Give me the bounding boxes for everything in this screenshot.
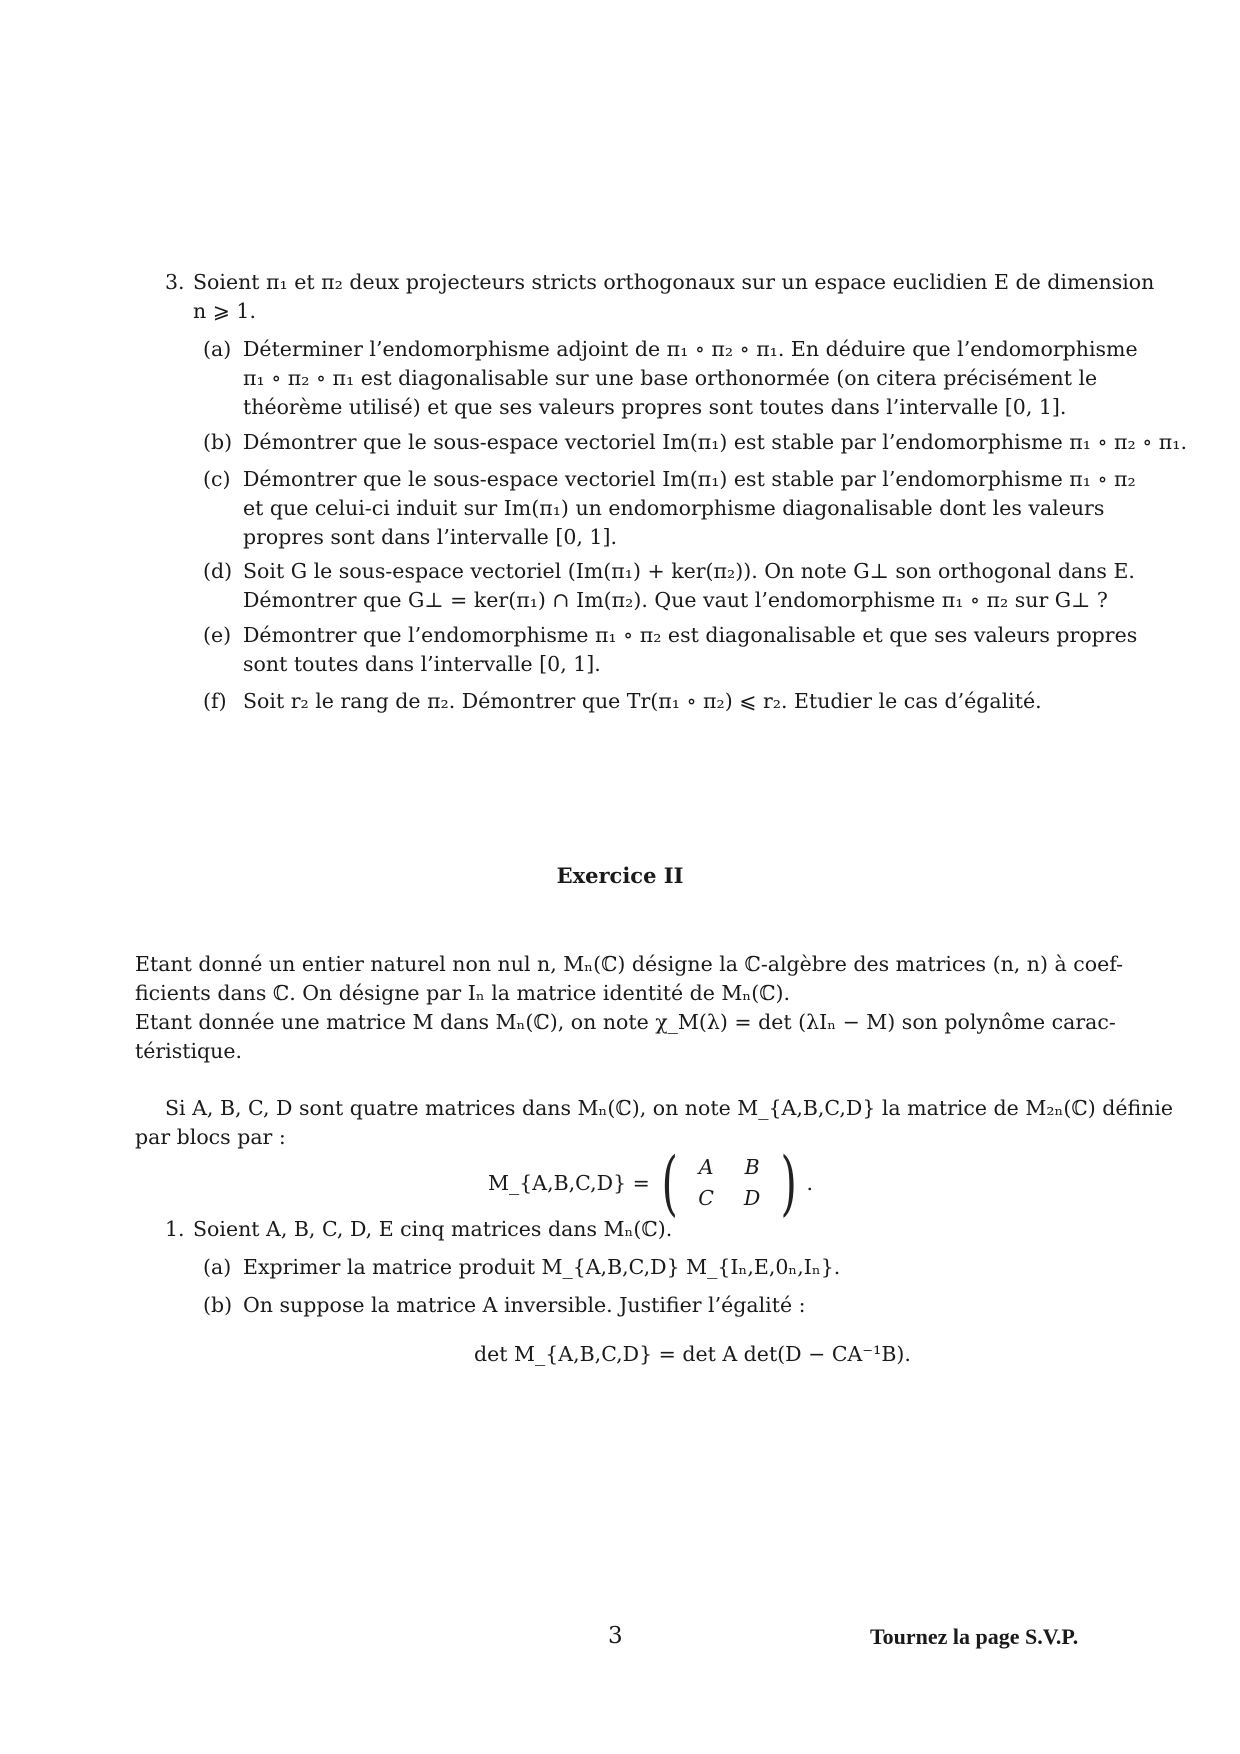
text-line: Soit G le sous-espace vectoriel (Im(π₁) + ker(π₂)). On note G⊥ son orthogonal dans E. <box>243 559 1135 583</box>
page-number: 3 <box>608 1623 623 1649</box>
item-label: (b) <box>203 1293 233 1317</box>
block-matrix-definition <box>488 1142 813 1224</box>
right-paren-icon: ) <box>780 1142 797 1224</box>
text-line: Démontrer que le sous-espace vectoriel Im(π₁) est stable par l’endomorphisme π₁ ∘ π₂ <box>243 467 1136 491</box>
item-label: (a) <box>203 337 232 361</box>
item-a-text <box>243 335 1138 422</box>
item-d-text <box>243 557 1135 615</box>
text-line: théorème utilisé) et que ses valeurs propres sont toutes dans l’intervalle [0, 1]. <box>243 395 1067 419</box>
text-line: Etant donnée une matrice M dans Mₙ(ℂ), on note χ_M(λ) = det (λIₙ − M) son polynôme carac- <box>135 1010 1116 1034</box>
matrix-lhs: M_{A,B,C,D} = <box>488 1170 650 1195</box>
section-title: Exercice II <box>556 863 684 888</box>
question-number: 1. <box>165 1217 185 1241</box>
intro-paragraph <box>135 950 1124 1066</box>
matrix-cell: B <box>744 1155 760 1179</box>
text-line: téristique. <box>135 1039 243 1063</box>
matrix-cell: C <box>698 1186 714 1210</box>
text-line: Démontrer que l’endomorphisme π₁ ∘ π₂ est diagonalisable et que ses valeurs propres <box>243 623 1138 647</box>
text-line: et que celui-ci induit sur Im(π₁) un endomorphisme diagonalisable dont les valeurs <box>243 496 1105 520</box>
matrix-cell: A <box>698 1155 714 1179</box>
item-b-text: On suppose la matrice A inversible. Justifier l’égalité : <box>243 1293 806 1317</box>
item-c-text <box>243 465 1136 552</box>
left-paren-icon: ( <box>661 1142 678 1224</box>
matrix-period: . <box>806 1170 813 1195</box>
item-label: (f) <box>203 689 227 713</box>
item-label: (a) <box>203 1255 232 1279</box>
question-number: 3. <box>165 270 185 294</box>
question-intro-line: n ⩾ 1. <box>193 299 256 323</box>
item-b-text: Démontrer que le sous-espace vectoriel Im(π₁) est stable par l’endomorphisme π₁ ∘ π₂ ∘ π₁. <box>243 430 1188 454</box>
question-intro-line: Soient π₁ et π₂ deux projecteurs stricts orthogonaux sur un espace euclidien E de dimension <box>193 270 1155 294</box>
text-line: Déterminer l’endomorphisme adjoint de π₁ ∘ π₂ ∘ π₁. En déduire que l’endomorphisme <box>243 337 1138 361</box>
text-line: sont toutes dans l’intervalle [0, 1]. <box>243 652 601 676</box>
text-line: Démontrer que G⊥ = ker(π₁) ∩ Im(π₂). Que vaut l’endomorphisme π₁ ∘ π₂ sur G⊥ ? <box>243 588 1108 612</box>
item-label: (e) <box>203 623 232 647</box>
text-line: Etant donné un entier naturel non nul n, Mₙ(ℂ) désigne la ℂ-algèbre des matrices (n, n) à coef- <box>135 952 1124 976</box>
turn-page-note: Tournez la page S.V.P. <box>870 1624 1079 1649</box>
item-label: (b) <box>203 430 233 454</box>
determinant-formula: det M_{A,B,C,D} = det A det(D − CA⁻¹B). <box>474 1342 911 1366</box>
matrix-cell: D <box>743 1186 761 1210</box>
question-intro-line: Soient A, B, C, D, E cinq matrices dans Mₙ(ℂ). <box>193 1217 673 1241</box>
item-e-text <box>243 621 1138 679</box>
text-line: propres sont dans l’intervalle [0, 1]. <box>243 525 617 549</box>
item-label: (c) <box>203 467 231 491</box>
item-label: (d) <box>203 559 233 583</box>
matrix-grid <box>683 1153 775 1213</box>
block-matrix <box>656 1142 803 1224</box>
item-f-text: Soit r₂ le rang de π₂. Démontrer que Tr(π₁ ∘ π₂) ⩽ r₂. Etudier le cas d’égalité. <box>243 689 1042 713</box>
definition-line: par blocs par : <box>135 1125 286 1149</box>
text-line: π₁ ∘ π₂ ∘ π₁ est diagonalisable sur une base orthonormée (on citera précisément le <box>243 366 1098 390</box>
definition-line: Si A, B, C, D sont quatre matrices dans Mₙ(ℂ), on note M_{A,B,C,D} la matrice de M₂ₙ(ℂ) définie <box>165 1096 1174 1120</box>
item-a-text: Exprimer la matrice produit M_{A,B,C,D} M_{Iₙ,E,0ₙ,Iₙ}. <box>243 1255 841 1279</box>
text-line: ficients dans ℂ. On désigne par Iₙ la matrice identité de Mₙ(ℂ). <box>135 981 791 1005</box>
